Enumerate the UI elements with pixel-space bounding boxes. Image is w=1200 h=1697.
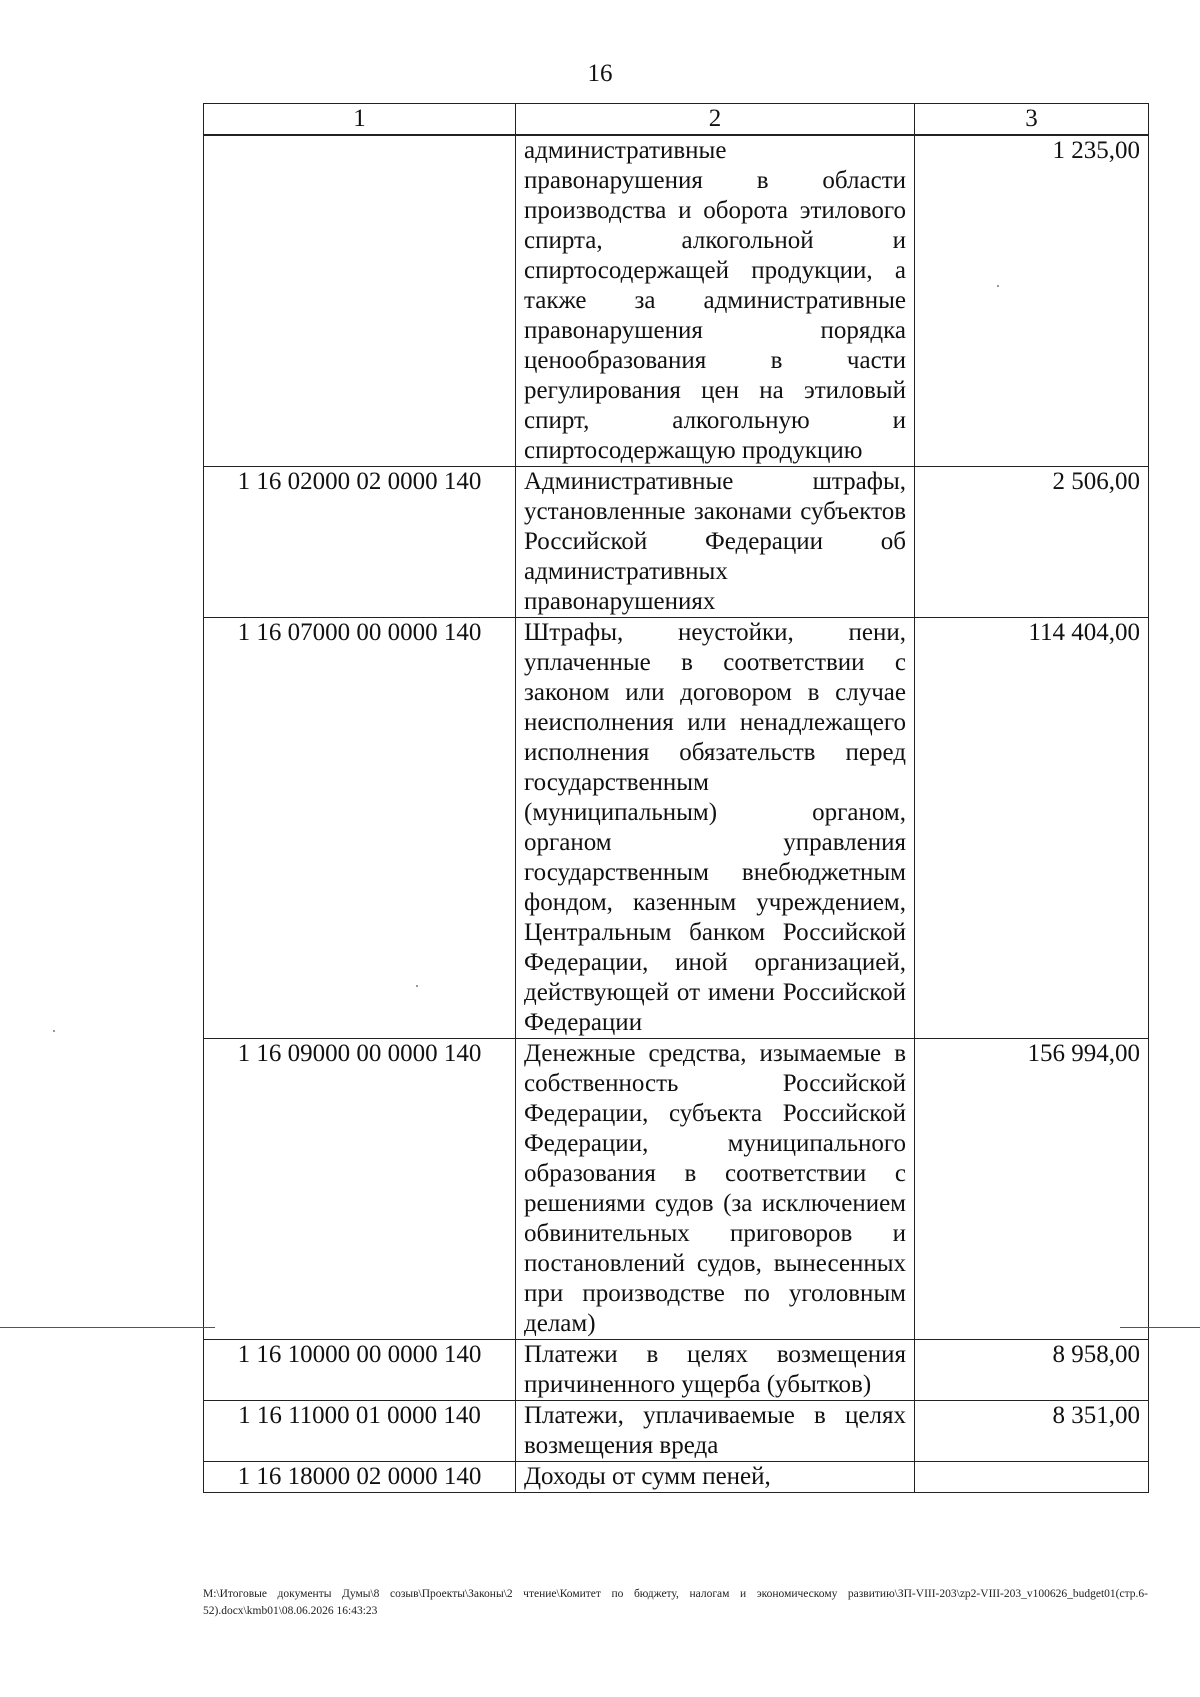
page-number: 16 (587, 60, 613, 87)
column-header-1: 1 (204, 104, 516, 136)
revenue-description: Денежные средства, изымаемые в собственность Российской Федерации, субъекта Российской Федерации, муниципального образования в соответствии с решениями судов (за исключением обвинительных приговоров и постановлений судов, вынесенных при производстве по уголовным делам) (516, 1039, 915, 1340)
table-row (204, 618, 1149, 1039)
revenue-code: 1 16 09000 00 0000 140 (204, 1039, 516, 1340)
revenue-description: Платежи, уплачиваемые в целях возмещения вреда (516, 1401, 915, 1462)
revenue-description: Доходы от сумм пеней, (516, 1462, 915, 1493)
scan-artifact-dot (53, 1030, 55, 1032)
revenue-code: 1 16 11000 01 0000 140 (204, 1401, 516, 1462)
table-row (204, 467, 1149, 618)
revenue-code: 1 16 02000 02 0000 140 (204, 467, 516, 618)
revenue-amount: 8 958,00 (915, 1340, 1149, 1401)
revenue-amount: 8 351,00 (915, 1401, 1149, 1462)
revenue-amount: 114 404,00 (915, 618, 1149, 1039)
table-row (204, 135, 1149, 467)
revenue-amount: 156 994,00 (915, 1039, 1149, 1340)
column-header-2: 2 (516, 104, 915, 136)
revenue-description: Штрафы, неустойки, пени, уплаченные в соответствии с законом или договором в случае неисполнения или ненадлежащего исполнения обязательств перед государственным (муниципальным) органом, органом управления государственным внебюджетным фондом, казенным учреждением, Центральным банком Российской Федерации, иной организацией, действующей от имени Российской Федерации (516, 618, 915, 1039)
scan-artifact-dot (416, 985, 418, 987)
revenue-code: 1 16 10000 00 0000 140 (204, 1340, 516, 1401)
scan-artifact-line-left (0, 1327, 215, 1328)
revenue-description: Платежи в целях возмещения причиненного ущерба (убытков) (516, 1340, 915, 1401)
table-row (204, 1462, 1149, 1493)
table-row (204, 1039, 1149, 1340)
table-row (204, 1340, 1149, 1401)
revenue-description: Административные штрафы, установленные законами субъектов Российской Федерации об административных правонарушениях (516, 467, 915, 618)
revenue-code: 1 16 18000 02 0000 140 (204, 1462, 516, 1493)
table-row (204, 1401, 1149, 1462)
revenue-table (203, 103, 1149, 1493)
revenue-code: 1 16 07000 00 0000 140 (204, 618, 516, 1039)
document-path-footer: M:\Итоговые документы Думы\8 созыв\Проекты\Законы\2 чтение\Комитет по бюджету, налогам и экономическому развитию\ЗП-VIII-203\zp2-VIII-203_v100626_budget01(стр.6-52).docx\kmb01\08.06.2026 16:43:23 (203, 1588, 1148, 1617)
revenue-amount (915, 1462, 1149, 1493)
column-header-3: 3 (915, 104, 1149, 136)
revenue-amount: 2 506,00 (915, 467, 1149, 618)
revenue-code (204, 135, 516, 467)
table-header-row (204, 104, 1149, 136)
scan-artifact-dot (997, 285, 999, 287)
scan-artifact-line-right (1120, 1327, 1200, 1328)
revenue-amount: 1 235,00 (915, 135, 1149, 467)
revenue-description: административные правонарушения в области производства и оборота этилового спирта, алкогольной и спиртосодержащей продукции, а также за административные правонарушения порядка ценообразования в части регулирования цен на этиловый спирт, алкогольную и спиртосодержащую продукцию (516, 135, 915, 467)
